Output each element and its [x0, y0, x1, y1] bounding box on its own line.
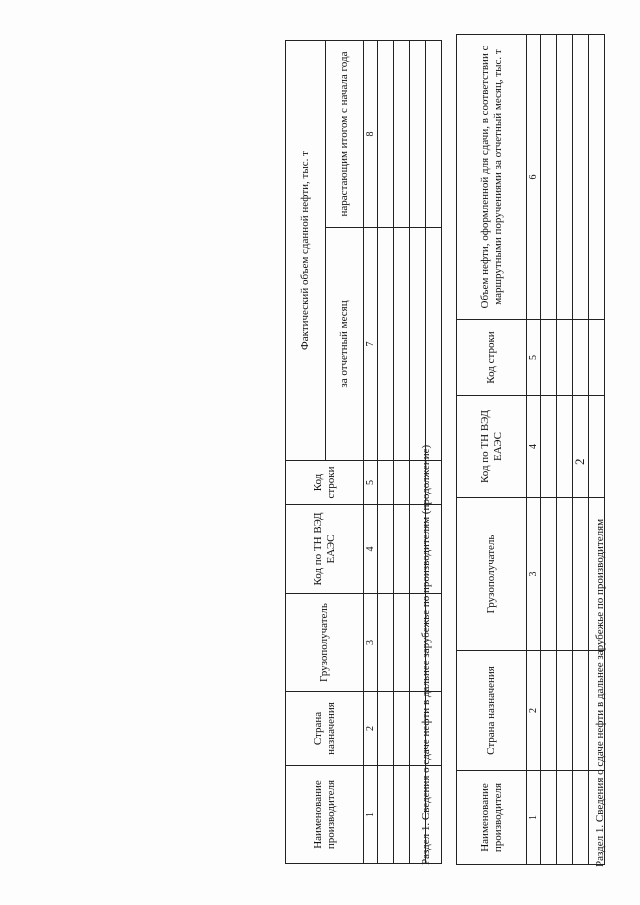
header-consignee: Грузополучатель [457, 498, 527, 651]
col-number: 4 [364, 505, 378, 594]
table-row [541, 35, 557, 865]
header-volume-planned: Объем нефти, оформленной для сдачи, в соответствии с маршрутными поручениями за отчетный месяц, тыс. т [457, 35, 527, 320]
col-number: 2 [527, 651, 541, 771]
header-tnved-code: Код по ТН ВЭД ЕАЭС [286, 505, 364, 594]
section2-title: Раздел 1. Сведения о сдаче нефти в дальнее зарубежье по производителям (продолжение) [420, 444, 432, 865]
page-number: 2 [572, 458, 587, 465]
col-number: 5 [364, 461, 378, 505]
header-reporting-month: за отчетный месяц [326, 228, 364, 461]
section2-table [285, 40, 442, 864]
table-row [426, 41, 442, 864]
col-number: 4 [527, 396, 541, 498]
header-year-to-date: нарастающим итогом с начала года [326, 41, 364, 228]
table-row [589, 35, 605, 865]
table-row [557, 35, 573, 865]
header-destination-country: Страна назначения [457, 651, 527, 771]
table-row [410, 41, 426, 864]
section2-number-row [364, 41, 378, 864]
col-number: 1 [527, 771, 541, 865]
header-producer: Наименование производителя [457, 771, 527, 865]
header-producer: Наименование производителя [286, 766, 364, 864]
header-destination-country: Страна назначения [286, 692, 364, 766]
col-number: 5 [527, 320, 541, 396]
table-row [573, 35, 589, 865]
table-row [378, 41, 394, 864]
header-consignee: Грузополучатель [286, 594, 364, 692]
col-number: 8 [364, 41, 378, 228]
col-number: 2 [364, 692, 378, 766]
col-number: 7 [364, 228, 378, 461]
table-row [394, 41, 410, 864]
col-number: 6 [527, 35, 541, 320]
section2-header-row [286, 41, 326, 864]
section1-table [456, 34, 605, 865]
col-number: 3 [527, 498, 541, 651]
header-tnved-code: Код по ТН ВЭД ЕАЭС [457, 396, 527, 498]
header-row-code: Код строки [286, 461, 364, 505]
section1-header-row [457, 35, 527, 865]
section1-number-row [527, 35, 541, 865]
col-number: 1 [364, 766, 378, 864]
header-actual-volume: Фактический объем сданной нефти, тыс. т [286, 41, 326, 461]
header-row-code: Код строки [457, 320, 527, 396]
section1-title: Раздел 1. Сведения о сдаче нефти в дальнее зарубежье по производителям [594, 518, 606, 867]
col-number: 3 [364, 594, 378, 692]
